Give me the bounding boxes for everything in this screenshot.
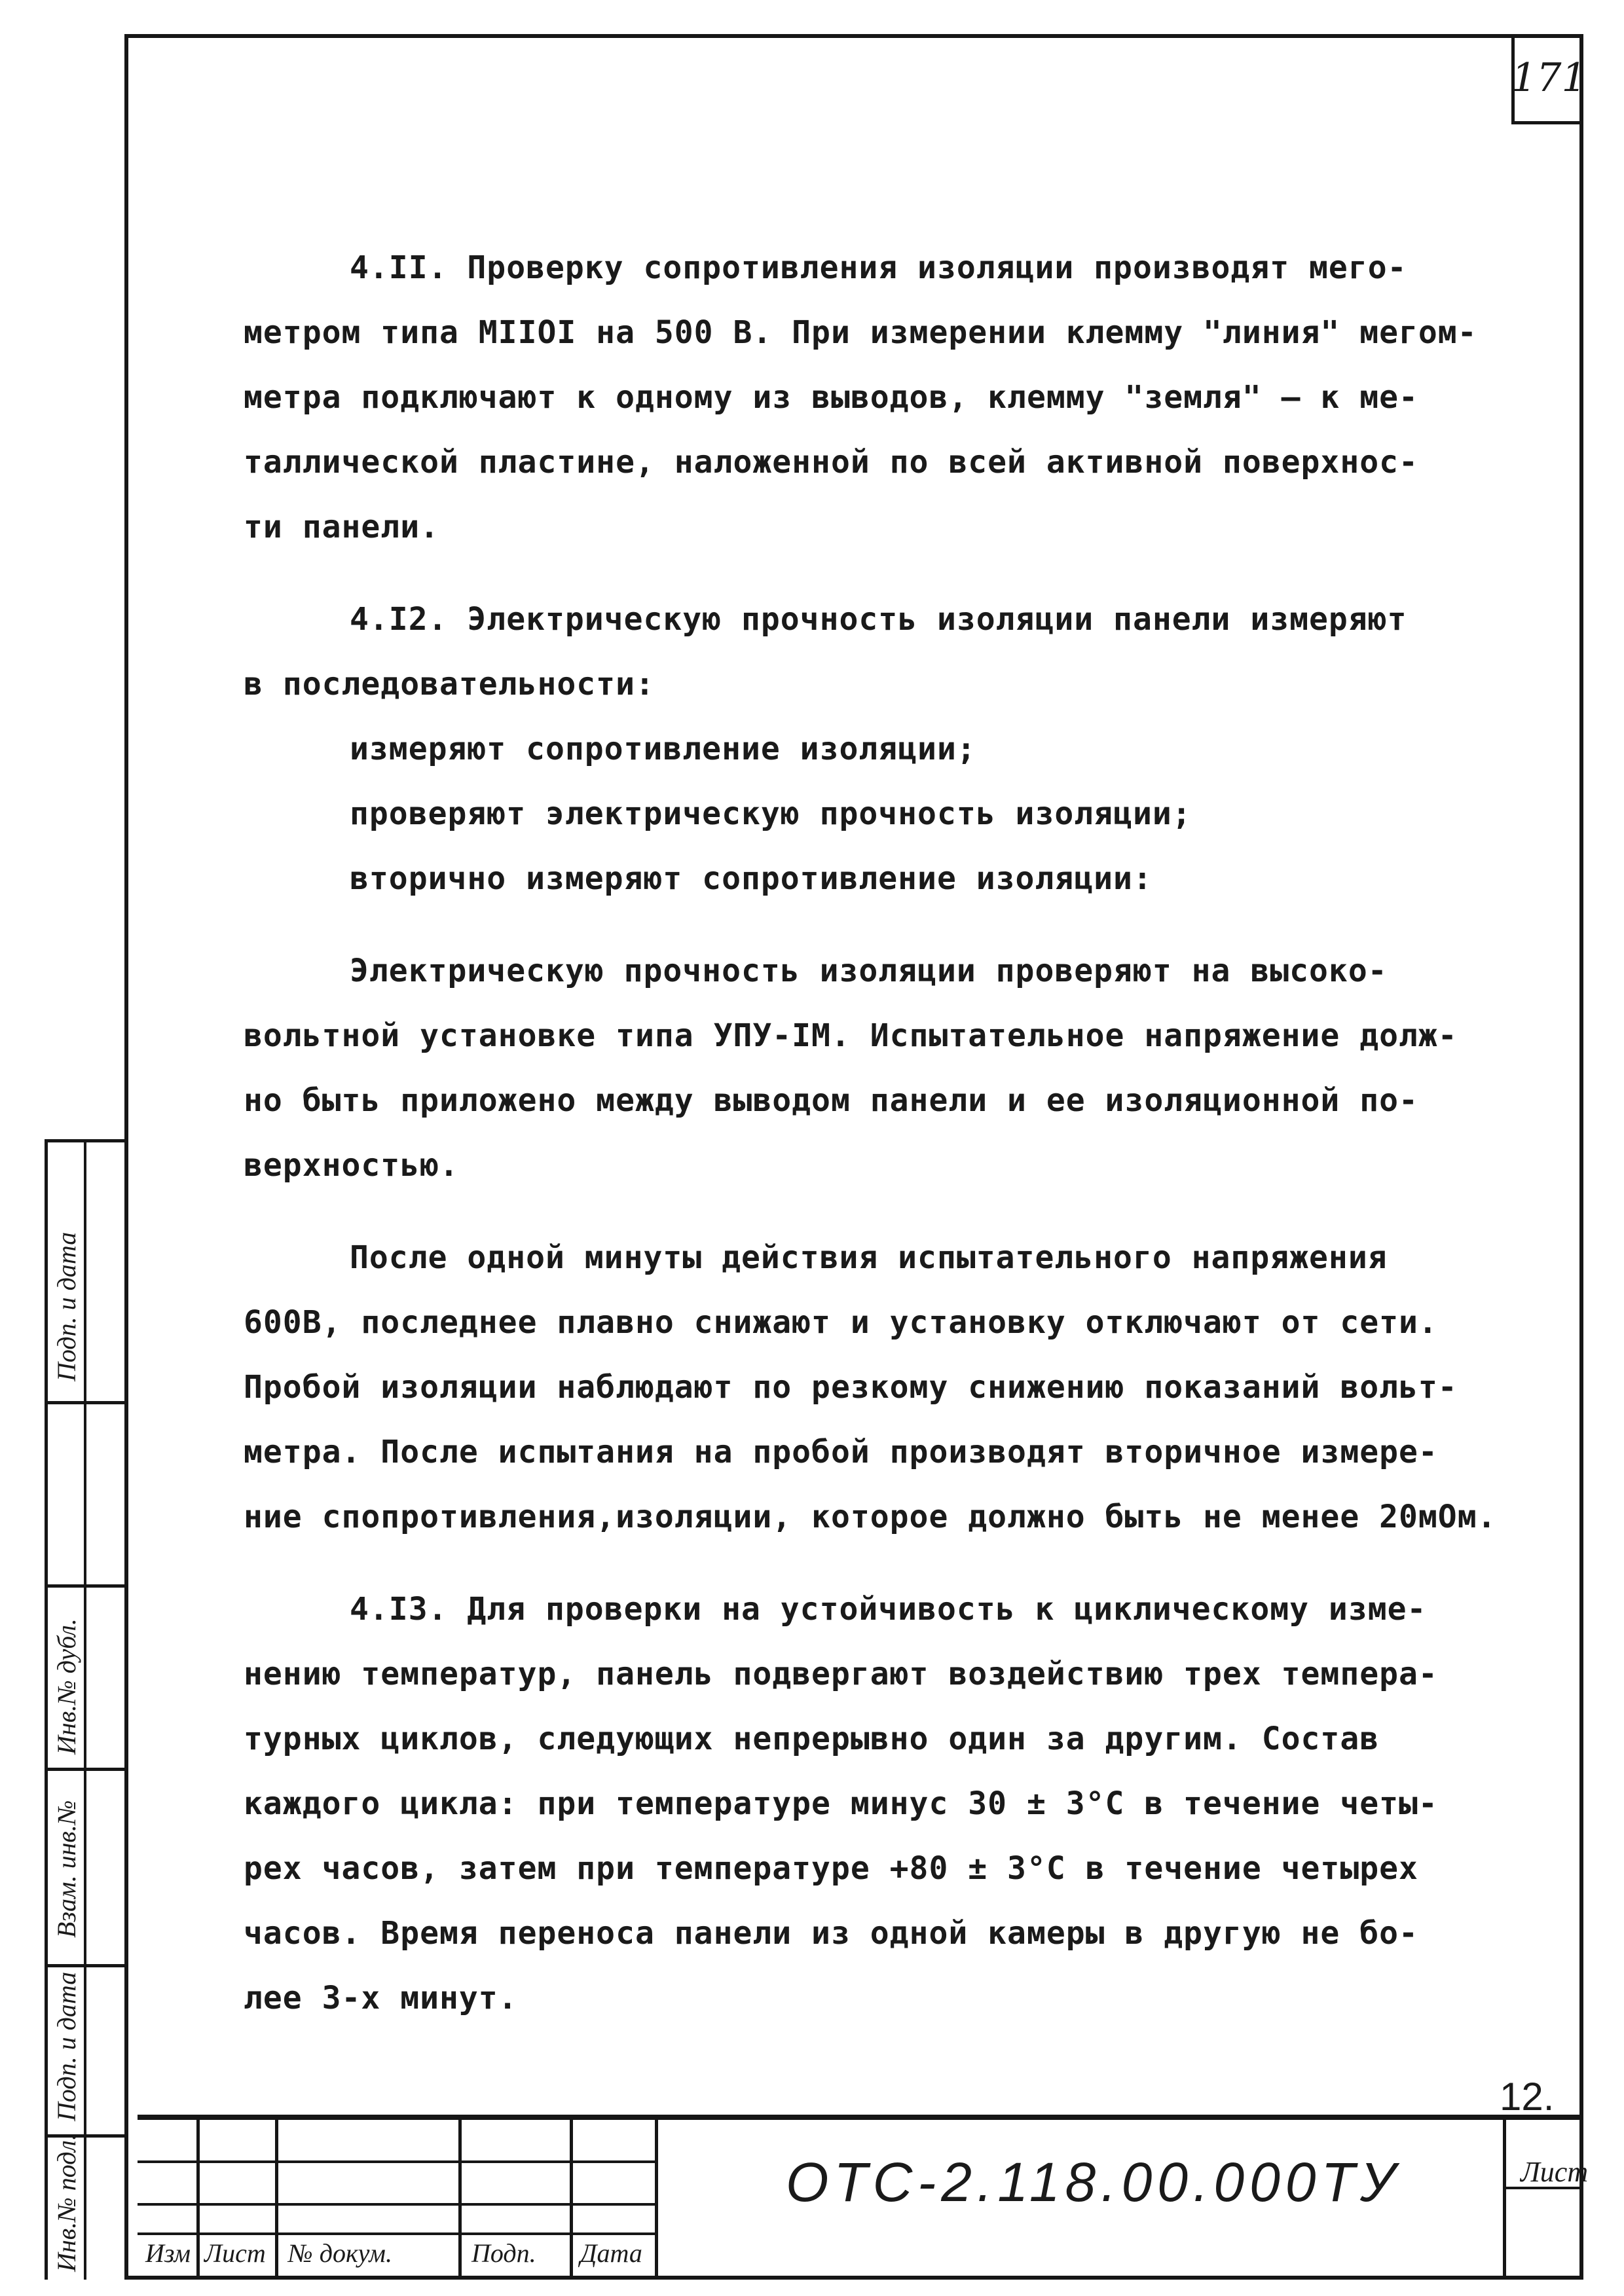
text-line: но быть приложено между выводом панели и ее изоляционной по-: [244, 1082, 1418, 1119]
sheet-number-top: 171: [1511, 54, 1587, 101]
column-label-signature: Подп.: [471, 2238, 536, 2268]
text-line: лее 3-х минут.: [244, 1980, 518, 2016]
title-block-col-line: [1503, 2115, 1506, 2280]
side-stamp-row-line: [45, 1401, 124, 1404]
column-label-doc-number: № докум.: [288, 2238, 392, 2268]
document-code: ОТС-2.118.00.000ТУ: [786, 2151, 1401, 2213]
text-line: каждого цикла: при температуре минус 30 ± 3°С в течение четы-: [244, 1785, 1438, 1822]
title-block-row-line: [138, 2160, 655, 2163]
text-line: вторично измеряют сопротивление изоляции:: [350, 860, 1153, 897]
text-line: метром типа МIIОI на 500 В. При измерении клемму "линия" мегом-: [244, 314, 1477, 351]
text-line: нению температур, панель подвергают воздействию трех темпера-: [244, 1656, 1438, 1692]
title-block-row-line: [138, 2232, 655, 2235]
text-line: верхностью.: [244, 1147, 459, 1184]
text-line: После одной минуты действия испытательного напряжения: [350, 1239, 1388, 1276]
text-line: 4.I2. Электрическую прочность изоляции панели измеряют: [350, 601, 1407, 638]
column-label-sheet: Лист: [204, 2238, 266, 2268]
text-line: метра подключают к одному из выводов, клемму "земля" – к ме-: [244, 379, 1418, 416]
title-block-row-line: [138, 2203, 655, 2206]
text-line: Пробой изоляции наблюдают по резкому снижению показаний вольт-: [244, 1369, 1458, 1406]
text-line: Электрическую прочность изоляции проверяют на высоко-: [350, 953, 1388, 989]
side-label-replacement-inv: Взам. инв.№: [52, 1800, 81, 1938]
title-block-border: [138, 2115, 1583, 2120]
text-line: 600В, последнее плавно снижают и установку отключают от сети.: [244, 1304, 1438, 1341]
side-stamp-row-line: [45, 1768, 124, 1771]
text-line: таллической пластине, наложенной по всей активной поверхнос-: [244, 444, 1418, 481]
column-label-change: Изм: [145, 2238, 191, 2268]
title-block-col-line: [655, 2115, 658, 2280]
title-block-col-line: [458, 2115, 462, 2280]
text-line: часов. Время переноса панели из одной камеры в другую не бо-: [244, 1915, 1418, 1952]
title-block-col-line: [570, 2115, 573, 2280]
text-line: метра. После испытания на пробой производят вторичное измере-: [244, 1434, 1438, 1470]
side-label-sign-date-2: Подп. и дата: [52, 1231, 81, 1381]
side-stamp-row-line: [45, 1584, 124, 1588]
text-line: турных циклов, следующих непрерывно один за другим. Состав: [244, 1721, 1380, 1757]
text-line: ние спопротивления,изоляции, которое должно быть не менее 20мОм.: [244, 1499, 1497, 1535]
document-body: [244, 236, 1540, 2031]
side-label-sign-date: Подп. и дата: [52, 1971, 81, 2121]
text-line: проверяют электрическую прочность изоляции;: [350, 795, 1192, 832]
text-line: вольтной установке типа УПУ-IМ. Испытательное напряжение долж-: [244, 1017, 1458, 1054]
text-line: 4.I3. Для проверки на устойчивость к циклическому изме-: [350, 1591, 1427, 1628]
sheet-number-box: [1511, 34, 1587, 124]
title-block-col-line: [275, 2115, 278, 2280]
side-stamp-row-line: [45, 1964, 124, 1967]
text-line: в последовательности:: [244, 666, 655, 702]
title-block-col-line: [196, 2115, 200, 2280]
page-number: 12.: [1500, 2075, 1555, 2119]
text-line: 4.II. Проверку сопротивления изоляции производят мего-: [350, 249, 1407, 286]
column-label-date: Дата: [580, 2238, 642, 2268]
sheet-label: Лист: [1521, 2156, 1589, 2188]
side-label-inv-duplicate: Инв.№ дубл.: [52, 1618, 81, 1755]
text-line: измеряют сопротивление изоляции;: [350, 731, 976, 767]
side-stamp-divider: [84, 1139, 86, 2280]
text-line: рех часов, затем при температуре +80 ± 3°С в течение четырех: [244, 1850, 1418, 1887]
side-label-inv-original: Инв.№ подл.: [52, 2134, 81, 2272]
text-line: ти панели.: [244, 509, 439, 545]
